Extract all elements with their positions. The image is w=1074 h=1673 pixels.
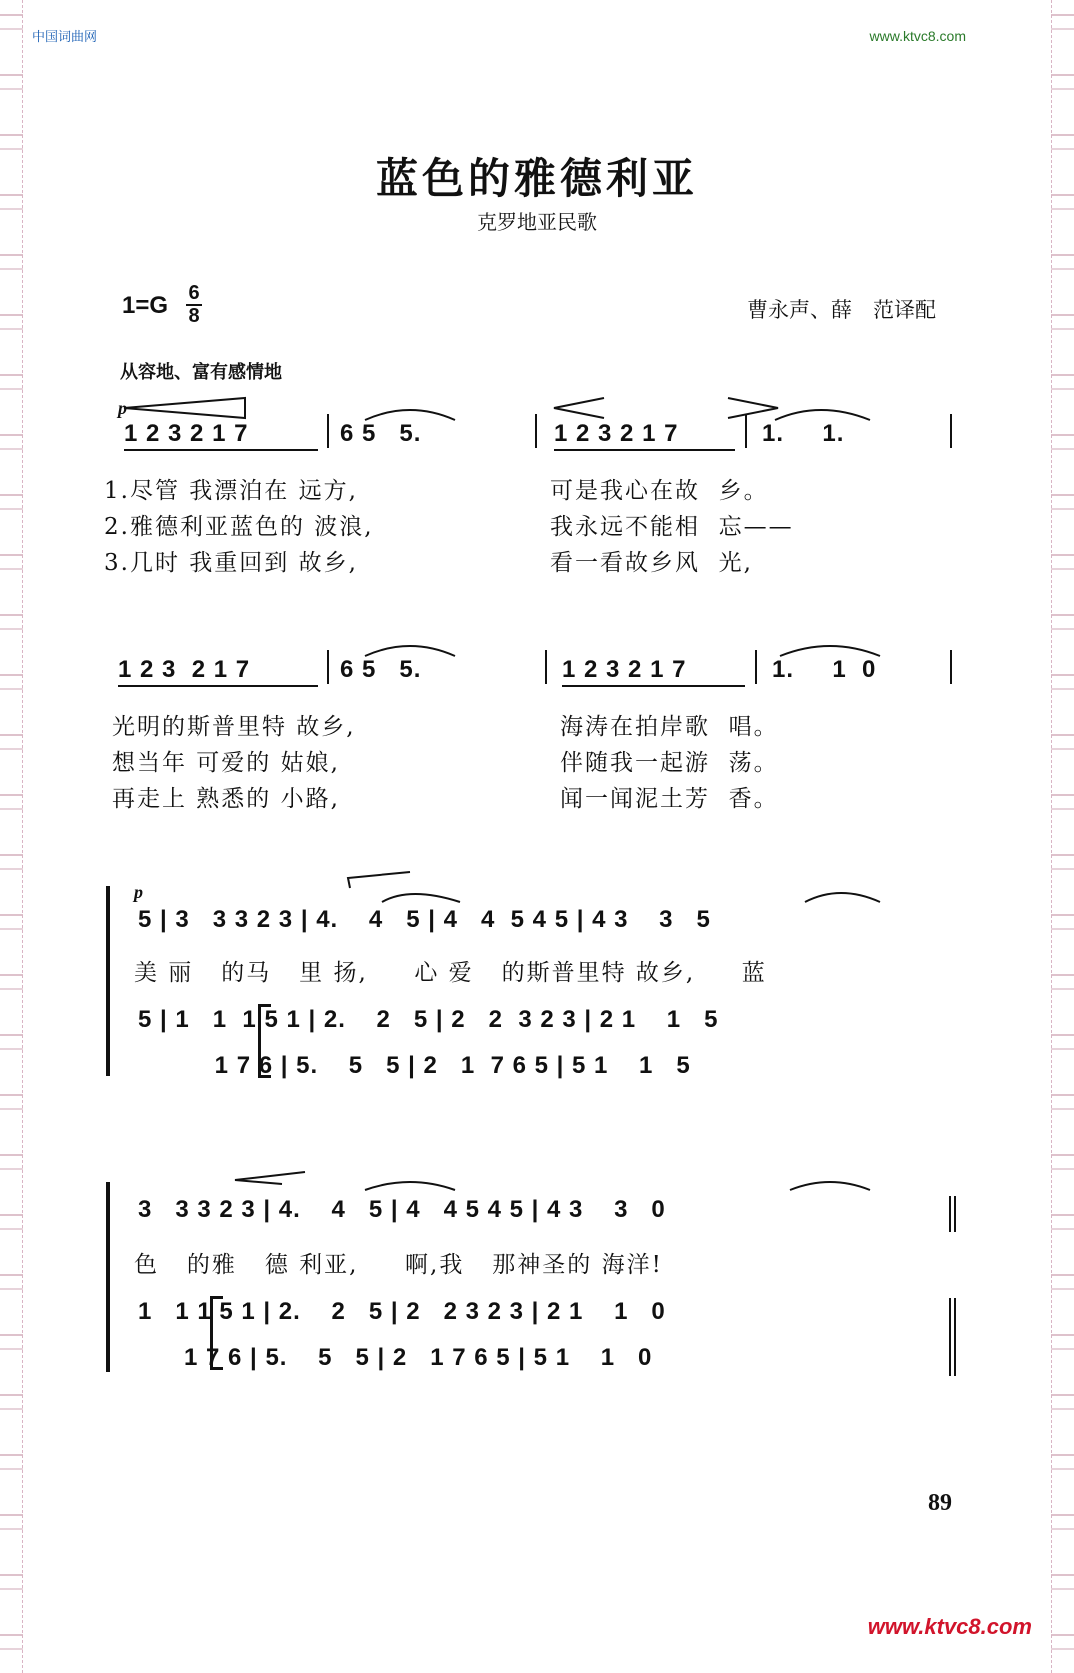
site-name[interactable]: 中国词曲网: [32, 29, 98, 44]
time-signature-bottom: 8: [188, 305, 200, 327]
lyric-v2b: 我永远不能相 忘——: [550, 514, 794, 540]
bass-s3: 1 7 6 | 5. 5 5 | 2 1 7 6 5 | 5 1 1 5: [138, 1052, 691, 1079]
lyric-s4: 色 的雅 德 利亚, 啊,我 那神圣的 海洋!: [134, 1252, 663, 1278]
dynamic-p: p: [118, 398, 127, 418]
dynamic-p-2: p: [134, 882, 143, 902]
site-logo[interactable]: www.ktvc8.com: [867, 1614, 1032, 1639]
crescendo-mark: [235, 1172, 305, 1184]
tie: [382, 894, 460, 902]
decrescendo-mark: [728, 398, 778, 418]
song-subtitle: 克罗地亚民歌: [477, 210, 597, 234]
notes-s2-d: 1. 1 0: [772, 656, 877, 683]
tie: [365, 410, 455, 420]
alto-s4: 1 1 1 5 1 | 2. 2 5 | 2 2 3 2 3 | 2 1 1 0: [138, 1298, 666, 1325]
lyric-s2-v3a: 再走上 熟悉的 小路,: [112, 786, 340, 812]
crescendo-mark: [348, 872, 410, 888]
melody-s3: 5 | 3 3 3 2 3 | 4. 4 5 | 4 4 5 4 5 | 4 3 3 5: [138, 906, 711, 933]
lyric-s2-v1a: 光明的斯普里特 故乡,: [112, 714, 356, 740]
notes-s1-c: 1 2 3 2 1 7: [554, 420, 679, 447]
lyric-v3a: 3.几时 我重回到 故乡,: [104, 550, 358, 576]
tie: [790, 1182, 870, 1190]
notes-s2-c: 1 2 3 2 1 7: [562, 656, 687, 683]
site-url[interactable]: www.ktvc8.com: [869, 28, 966, 44]
lyric-v3b: 看一看故乡风 光,: [550, 550, 753, 576]
tie: [365, 1182, 455, 1190]
crescendo-mark: [124, 398, 245, 418]
tie: [805, 893, 880, 902]
tempo-marking: 从容地、富有感情地: [120, 362, 282, 383]
lyric-s2-v2a: 想当年 可爱的 姑娘,: [112, 750, 340, 776]
notes-s1-d: 1. 1.: [762, 420, 845, 447]
crescendo-mark: [554, 398, 604, 418]
lyric-v2a: 2.雅德利亚蓝色的 波浪,: [104, 514, 374, 540]
lyric-s3: 美 丽 的马 里 扬, 心 爱 的斯普里特 故乡, 蓝: [134, 960, 767, 986]
alto-s3: 5 | 1 1 1 5 1 | 2. 2 5 | 2 2 3 2 3 | 2 1 1 5: [138, 1006, 719, 1033]
bass-s4: 1 7 6 | 5. 5 5 | 2 1 7 6 5 | 5 1 1 0: [138, 1344, 653, 1371]
lyric-s2-v2b: 伴随我一起游 荡。: [560, 750, 779, 776]
melody-s4: 3 3 3 2 3 | 4. 4 5 | 4 4 5 4 5 | 4 3 3 0: [138, 1196, 666, 1223]
notes-s1-a: 1 2 3 2 1 7: [124, 420, 249, 447]
lyric-v1b: 可是我心在故 乡。: [550, 478, 769, 504]
song-title: 蓝色的雅德利亚: [375, 154, 698, 203]
notes-s1-b: 6 5 5.: [340, 420, 422, 447]
tie: [775, 410, 870, 420]
notes-s2-a: 1 2 3 2 1 7: [118, 656, 251, 683]
notes-s2-b: 6 5 5.: [340, 656, 422, 683]
tie: [365, 646, 455, 656]
lyric-v1a: 1.尽管 我漂泊在 远方,: [104, 478, 358, 504]
page-number: 89: [928, 1490, 952, 1516]
time-signature-top: 6: [188, 282, 200, 304]
lyric-s2-v1b: 海涛在拍岸歌 唱。: [560, 714, 779, 740]
lyric-s2-v3b: 闻一闻泥土芳 香。: [560, 786, 779, 812]
tie: [780, 646, 880, 656]
credits: 曹永声、薛 范译配: [747, 298, 936, 322]
key-signature: 1=G: [122, 292, 169, 319]
